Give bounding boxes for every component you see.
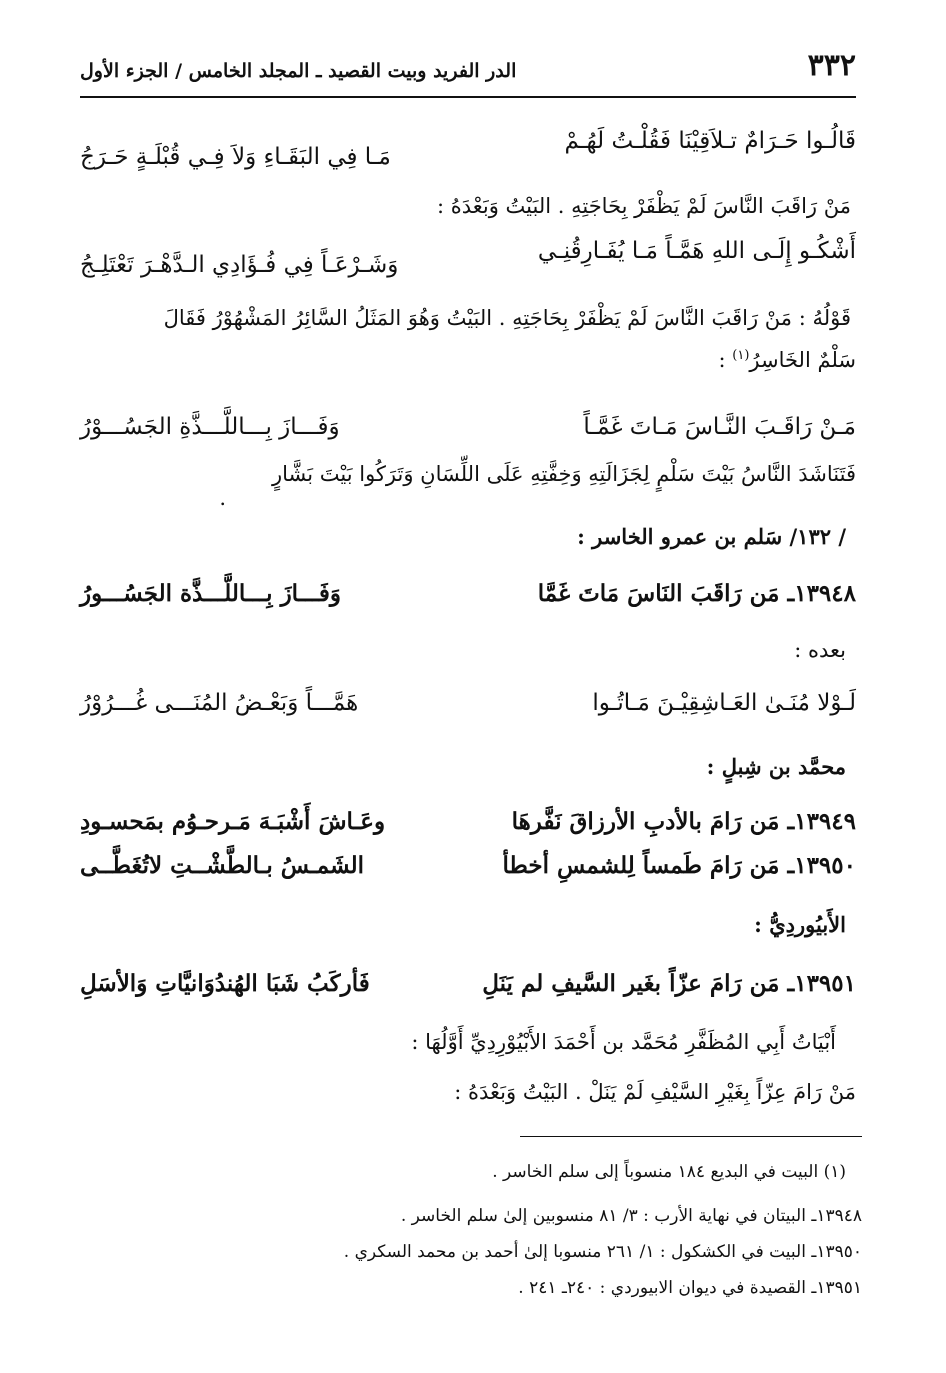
verse-hemistich-first: ١٣٩٥٠ـ مَن رَامَ طَمساً لِلشمسِ أخطأ [502, 852, 856, 879]
verse-line [80, 808, 856, 842]
section-heading: الأَبيُوردِيُّ : [754, 912, 846, 937]
verse-line [80, 852, 856, 886]
verse-hemistich-second: وَفَـــازَ بِـــاللَّـــذَّةِ الجَسُـــوْرُ [80, 414, 340, 440]
verse-hemistich-first: ١٣٩٤٩ـ مَن رَامَ بالأدبِ الأرزاقَ نَفَّرهَا [511, 808, 856, 835]
page-number: ٣٣٢ [807, 48, 856, 83]
verse-hemistich-second: الشَمـسُ بـالطَّشْــتِ لاتُغَطَّــى [80, 852, 365, 879]
verse-hemistich-first: مَـنْ رَاقَـبَ النَّـاسَ مَـاتَ غَمَّـاً [583, 414, 856, 440]
prose-text: سَلْمٌ الخَاسِرُ [749, 348, 856, 372]
prose-line: مَنْ رَامَ عِزّاً بِغَيْرِ السَّيْفِ لَمْ يَنَلْ . البَيْتُ وَبَعْدَهُ : [454, 1080, 856, 1104]
verse-line [80, 580, 856, 614]
footnote: ١٣٩٤٨ـ البيتان في نهاية الأرب : ٣/ ٨١ منسوبين إلىٰ سلم الخاسر . [400, 1206, 862, 1226]
verse-line [80, 970, 856, 1004]
verse-hemistich-first: أَشْكُـو إِلَـى اللهِ هَمَّـاً مَـا يُفَـارِقُنِـي [537, 238, 856, 264]
verse-hemistich-first: ١٣٩٥١ـ مَن رَامَ عزّاً بغَير السَّيفِ لم يَنَلِ [482, 970, 856, 997]
verse-hemistich-second: وَشَـرْعَـاً فِي فُـؤَادِي الـدَّهْـرَ تَعْتَلِـجُ [80, 252, 399, 278]
verse-hemistich-second: فَأركَبُ شَبَا الهُندُوَانيَّاتِ وَالأسَلِ [80, 970, 370, 997]
footnote: ١٣٩٥٠ـ البيت في الكشكول : ١/ ٢٦١ منسوبا إلىٰ أحمد بن محمد السكري . [343, 1242, 862, 1262]
prose-line: فَتَنَاشَدَ النَّاسُ بَيْتَ سَلْمٍ لِجَزَالَتِهِ وَخِفَّتِهِ عَلَى اللِّسَانِ وَتَرَكُوا بَيْتَ بَشَّارٍ [271, 462, 856, 486]
prose-line: مَنْ رَاقَبَ النَّاسَ لَمْ يَظْفَرْ بِحَاجَتِهِ . البَيْتُ وَبَعْدَهُ : [436, 194, 851, 218]
footnote-rule [520, 1136, 862, 1137]
verse-hemistich-second: هَمَّـــاً وَبَعْـضُ المُنَـــى غُـــرُوْرُ [80, 690, 359, 716]
section-heading: / ١٣٢/ سَلم بن عمرو الخاسر : [577, 524, 846, 549]
prose-text: : [718, 348, 733, 372]
running-title: الدر الفريد وبيت القصيد ـ المجلد الخامس / الجزء الأول [80, 60, 517, 82]
prose-line [80, 348, 856, 372]
verse-line [80, 414, 856, 448]
footnote-reference: (١) [732, 348, 750, 363]
footnote: (١) البيت في البديع ١٨٤ منسوباً إلى سلم الخاسر . [492, 1162, 846, 1182]
section-heading: محمَّد بن شِبلٍ : [706, 754, 846, 779]
prose-line: أَبْيَاتُ أَبِي المُظَفَّرِ مُحَمَّد بن أَحْمَدَ الأَبْيُوْرِدِيِّ أَوَّلُهَا : [411, 1030, 836, 1054]
verse-hemistich-first: ١٣٩٤٨ـ مَن رَاقَبَ النَاسَ مَاتَ غَمَّا [537, 580, 856, 607]
verse-line [80, 128, 856, 170]
prose-line: . [219, 486, 226, 510]
verse-hemistich-first: قَالُـوا حَـرَامٌ تـلاَقِيْنَا فَقُلْـتُ لَهُـمْ [564, 128, 856, 154]
page-header [80, 48, 856, 94]
verse-line [80, 238, 856, 278]
prose-line: بعده : [794, 638, 846, 662]
verse-hemistich-second: وَفَـــازَ بِـــاللَّـــذَّة الجَسُـــورُ [80, 580, 341, 607]
verse-hemistich-first: لَـوْلا مُنَـىٰ العَـاشِقِيْـنَ مَـاتُـوا [592, 690, 856, 716]
prose-line: قَوْلُهُ : مَنْ رَاقَبَ النَّاسَ لَمْ يَظْفَرْ بِحَاجَتِهِ . البَيْتُ وَهُوَ المَثَلُ السَّائِرُ المَشْهُوْرُ فَقَالَ [163, 306, 851, 330]
verse-hemistich-second: مَـا فِي البَقَـاءِ وَلاَ فِـي قُبْلَـةٍ حَـرَجُ [80, 144, 391, 170]
header-rule [80, 96, 856, 98]
footnote: ١٣٩٥١ـ القصيدة في ديوان الابيوردي : ٢٤٠ـ ٢٤١ . [518, 1278, 862, 1298]
verse-hemistich-second: وعَـاشَ أَشْبَـهَ مَـرحـوُم بمَحسـودِ [80, 808, 386, 835]
verse-line [80, 690, 856, 724]
